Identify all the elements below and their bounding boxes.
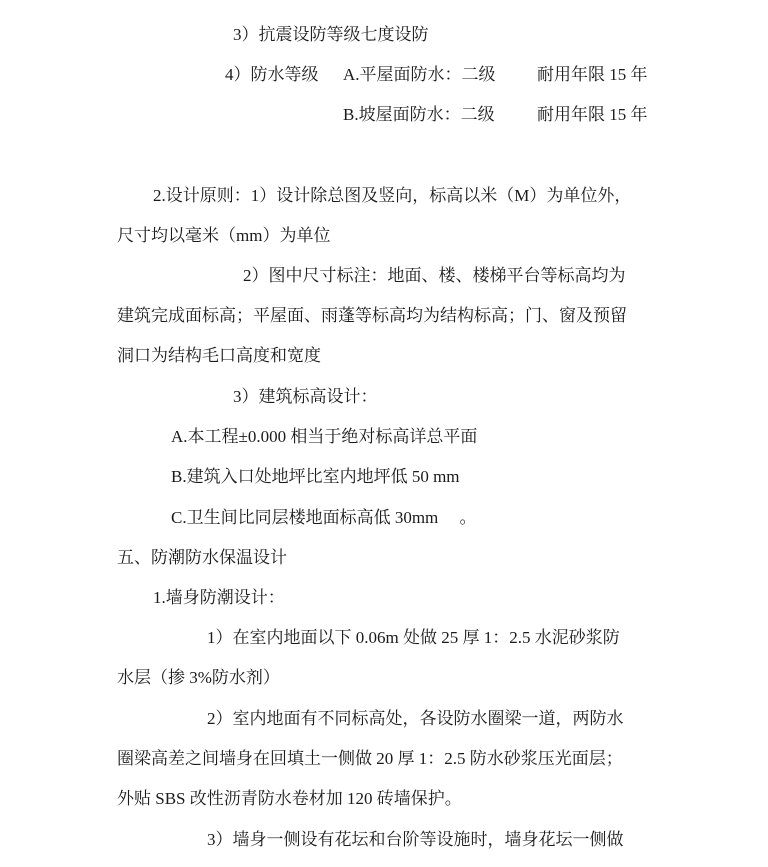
text-line: C.卫生间比同层楼地面标高低 30mm 。	[171, 508, 477, 527]
text-line: 水层（掺 3%防水剂）	[117, 668, 280, 687]
text-line: 2）图中尺寸标注：地面、楼、楼梯平台等标高均为	[243, 266, 626, 285]
text-line: 3）建筑标高设计：	[233, 387, 378, 406]
text-line: 耐用年限 15 年	[537, 105, 648, 124]
text-line: 建筑完成面标高；平屋面、雨蓬等标高均为结构标高；门、窗及预留	[117, 306, 627, 325]
text-line: 尺寸均以毫米（mm）为单位	[117, 226, 331, 245]
text-line: 耐用年限 15 年	[537, 65, 648, 84]
text-line: 圈梁高差之间墙身在回填土一侧做 20 厚 1：2.5 防水砂浆压光面层；	[117, 749, 623, 768]
text-line: 洞口为结构毛口高度和宽度	[117, 346, 321, 365]
text-line: 2.设计原则：1）设计除总图及竖向，标高以米（M）为单位外，	[153, 186, 632, 205]
text-line: 1.墙身防潮设计：	[153, 588, 285, 607]
text-line: B.建筑入口处地坪比室内地坪低 50 mm	[171, 467, 460, 486]
text-line: 外贴 SBS 改性沥青防水卷材加 120 砖墙保护。	[117, 789, 462, 808]
text-line: 3）墙身一侧设有花坛和台阶等设施时，墙身花坛一侧做	[207, 830, 624, 849]
text-line: 1）在室内地面以下 0.06m 处做 25 厚 1：2.5 水泥砂浆防	[207, 628, 620, 647]
text-line: 4）防水等级	[225, 65, 319, 84]
text-line: A.本工程±0.000 相当于绝对标高详总平面	[171, 427, 478, 446]
text-line: 3）抗震设防等级七度设防	[233, 25, 429, 44]
text-line: 2）室内地面有不同标高处，各设防水圈梁一道，两防水	[207, 709, 624, 728]
text-line: A.平屋面防水：二级	[343, 65, 496, 84]
section-heading: 五、防潮防水保温设计	[117, 548, 287, 567]
text-line: B.坡屋面防水：二级	[343, 105, 495, 124]
